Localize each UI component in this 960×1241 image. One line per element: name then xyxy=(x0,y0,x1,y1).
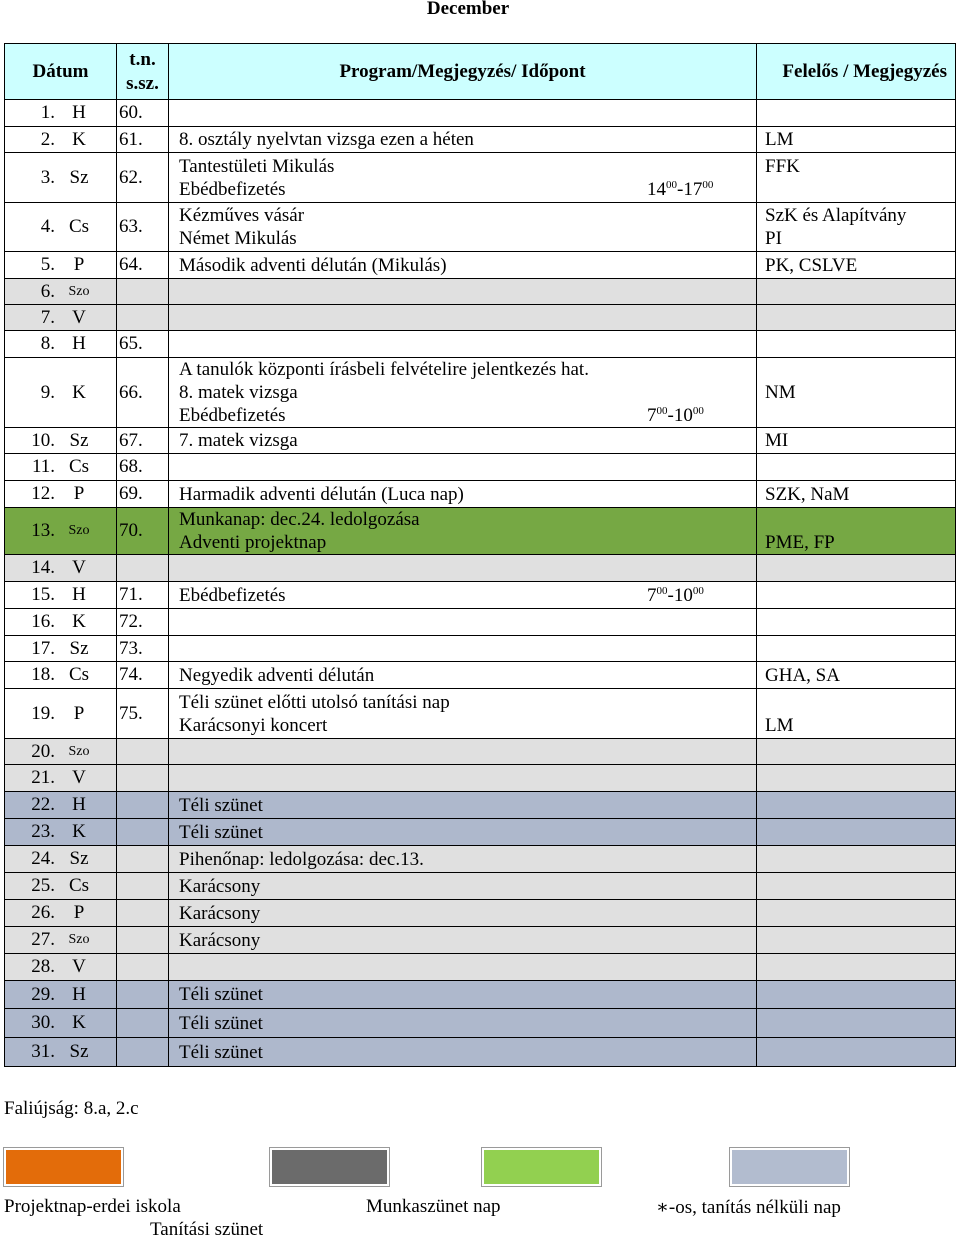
day-number: 24. xyxy=(31,848,55,869)
responsible-cell: NM xyxy=(757,358,956,428)
day-number: 6. xyxy=(40,280,55,302)
day-number: 4. xyxy=(40,216,55,237)
date-cell xyxy=(5,739,117,765)
lesson-number xyxy=(117,873,169,900)
legend-label-school-break: Tanítási szünet xyxy=(150,1219,264,1240)
lesson-number: 75. xyxy=(117,689,169,739)
date-cell xyxy=(5,900,117,927)
responsible-cell: FFK xyxy=(757,153,956,203)
day-number: 22. xyxy=(31,794,55,815)
program-cell xyxy=(169,981,757,1009)
responsible-cell xyxy=(757,582,956,609)
responsible-cell xyxy=(757,792,956,819)
lesson-number xyxy=(117,1038,169,1067)
day-number: 28. xyxy=(31,956,55,977)
program-line: 7. matek vizsga xyxy=(179,430,298,451)
responsible-cell xyxy=(757,100,956,127)
lesson-number: 68. xyxy=(117,454,169,481)
program-cell xyxy=(169,508,757,555)
program-line: Negyedik adventi délután xyxy=(179,664,375,686)
lesson-number xyxy=(117,927,169,954)
responsible-cell xyxy=(757,636,956,662)
responsible-cell xyxy=(757,819,956,846)
date-cell xyxy=(5,153,117,203)
date-cell xyxy=(5,428,117,454)
date-cell xyxy=(5,508,117,555)
date-cell xyxy=(5,279,117,305)
weekday: P xyxy=(73,902,85,923)
responsible-cell xyxy=(757,900,956,927)
date-cell xyxy=(5,873,117,900)
lesson-number xyxy=(117,900,169,927)
responsible-cell xyxy=(757,981,956,1009)
lesson-number xyxy=(117,819,169,846)
table-row xyxy=(5,927,956,954)
responsible-cell xyxy=(757,305,956,331)
program-cell xyxy=(169,1009,757,1038)
program-line: Ebédbefizetés $7^{00}-10^{00}$ xyxy=(179,405,704,426)
program-line: Tantestületi Mikulás xyxy=(179,155,335,177)
date-cell xyxy=(5,555,117,582)
table-row xyxy=(5,765,956,792)
table-row xyxy=(5,739,956,765)
program-cell xyxy=(169,689,757,739)
day-number: 31. xyxy=(31,1041,55,1062)
program-line: Téli szünet xyxy=(179,984,263,1005)
day-number: 14. xyxy=(31,557,55,578)
program-line: Karácsony xyxy=(179,929,261,951)
date-cell xyxy=(5,765,117,792)
day-number: 30. xyxy=(31,1012,55,1033)
lesson-number xyxy=(117,954,169,981)
responsible-cell xyxy=(757,1009,956,1038)
weekday: H xyxy=(72,794,86,815)
lesson-number: 65. xyxy=(117,331,169,358)
weekday: Szo xyxy=(68,932,90,947)
lesson-number: 63. xyxy=(117,203,169,252)
weekday: K xyxy=(72,381,86,403)
program-line: Harmadik adventi délután (Luca nap) xyxy=(179,483,464,505)
lesson-number: 71. xyxy=(117,582,169,609)
table-row xyxy=(5,331,956,358)
lesson-number xyxy=(117,765,169,792)
weekday: Cs xyxy=(68,875,90,896)
table-row xyxy=(5,792,956,819)
weekday: P xyxy=(73,702,85,724)
day-number: 27. xyxy=(31,929,55,950)
program-cell xyxy=(169,428,757,454)
responsible-cell: GHA, SA xyxy=(757,662,956,689)
weekday: H xyxy=(72,102,86,123)
program-line: Munkanap: dec.24. ledolgozása xyxy=(179,509,420,530)
date-cell xyxy=(5,662,117,689)
responsible-cell xyxy=(757,555,956,582)
day-number: 19. xyxy=(31,702,55,724)
day-number: 11. xyxy=(31,456,55,477)
legend-label-holiday: Munkaszünet nap xyxy=(366,1196,501,1217)
responsible-cell: PME, FP xyxy=(757,508,956,555)
weekday: K xyxy=(72,821,86,842)
responsible-cell xyxy=(757,954,956,981)
lesson-number xyxy=(117,846,169,873)
responsible-cell xyxy=(757,873,956,900)
weekday: V xyxy=(72,956,86,977)
program-cell xyxy=(169,153,757,203)
date-cell xyxy=(5,481,117,508)
responsible-cell xyxy=(757,927,956,954)
program-cell xyxy=(169,819,757,846)
lesson-number: 69. xyxy=(117,481,169,508)
time-range: $14^{00}-17^{00}$ xyxy=(647,178,714,200)
weekday: Sz xyxy=(69,637,89,659)
program-cell xyxy=(169,900,757,927)
header-program: Program/Megjegyzés/ Időpont xyxy=(169,44,757,100)
weekday: P xyxy=(73,483,85,504)
day-number: 10. xyxy=(31,429,55,451)
weekday: H xyxy=(72,333,86,354)
table-row xyxy=(5,305,956,331)
legend-swatch-blue xyxy=(730,1148,849,1186)
table-row xyxy=(5,508,956,555)
table-row xyxy=(5,252,956,279)
notice-board-note: Faliújság: 8.a, 2.c xyxy=(4,1098,139,1119)
program-line: Téli szünet xyxy=(179,821,263,843)
date-cell xyxy=(5,954,117,981)
weekday: K xyxy=(72,611,86,632)
program-line: Karácsony xyxy=(179,875,261,897)
table-row xyxy=(5,127,956,153)
program-cell xyxy=(169,954,757,981)
program-cell xyxy=(169,636,757,662)
lesson-number: 66. xyxy=(117,358,169,428)
page-title: December xyxy=(426,0,510,19)
responsible-cell: LM xyxy=(757,689,956,739)
weekday: Szo xyxy=(68,283,90,299)
table-row xyxy=(5,582,956,609)
table-row xyxy=(5,954,956,981)
program-cell xyxy=(169,203,757,252)
program-cell xyxy=(169,127,757,153)
program-line: Téli szünet xyxy=(179,794,263,816)
program-cell xyxy=(169,765,757,792)
responsible-cell xyxy=(757,739,956,765)
responsible-cell: MI xyxy=(757,428,956,454)
lesson-number xyxy=(117,1009,169,1038)
day-number: 29. xyxy=(31,983,55,1005)
header-date: Dátum xyxy=(5,44,117,100)
day-number: 7. xyxy=(40,306,55,328)
date-cell xyxy=(5,454,117,481)
responsible-cell: LM xyxy=(757,127,956,153)
program-cell xyxy=(169,582,757,609)
weekday: Szo xyxy=(68,743,90,759)
responsible-cell: SZK, NaM xyxy=(757,481,956,508)
program-line: Kézműves vásár xyxy=(179,205,305,226)
day-number: 20. xyxy=(31,740,55,762)
program-cell xyxy=(169,331,757,358)
program-cell xyxy=(169,481,757,508)
lesson-number xyxy=(117,981,169,1009)
table-row xyxy=(5,981,956,1009)
date-cell xyxy=(5,689,117,739)
date-cell xyxy=(5,792,117,819)
date-cell xyxy=(5,1038,117,1067)
time-range: $7^{00}-10^{00}$ xyxy=(647,584,704,606)
weekday: Sz xyxy=(69,429,89,451)
day-number: 23. xyxy=(31,821,55,842)
day-number: 18. xyxy=(31,664,55,685)
table-row xyxy=(5,609,956,636)
weekday: H xyxy=(72,584,86,605)
program-line: Téli szünet előtti utolsó tanítási nap xyxy=(179,691,450,713)
program-line: 8. matek vizsga xyxy=(179,382,298,403)
table-row xyxy=(5,279,956,305)
legend-swatch-orange xyxy=(4,1148,123,1186)
table-row xyxy=(5,662,956,689)
date-cell xyxy=(5,203,117,252)
program-line: 8. osztály nyelvtan vizsga ezen a héten xyxy=(179,129,474,150)
header-responsible: Felelős / Megjegyzés xyxy=(757,44,956,100)
lesson-number: 62. xyxy=(117,153,169,203)
date-cell xyxy=(5,846,117,873)
weekday: Sz xyxy=(69,1041,89,1062)
day-number: 25. xyxy=(31,875,55,896)
weekday: V xyxy=(72,557,86,578)
legend-swatch-green xyxy=(482,1148,601,1186)
time-range: $7^{00}-10^{00}$ xyxy=(647,405,704,426)
program-cell xyxy=(169,305,757,331)
day-number: 16. xyxy=(31,611,55,632)
table-row xyxy=(5,358,956,428)
day-number: 15. xyxy=(31,584,55,605)
responsible-cell xyxy=(757,331,956,358)
day-number: 9. xyxy=(40,381,55,403)
program-line: A tanulók központi írásbeli felvételire jelentkezés hat. xyxy=(179,359,589,380)
legend-label-project-day: Projektnap-erdei iskola xyxy=(4,1196,181,1217)
legend-label-no-teaching: ∗-os, tanítás nélküli nap xyxy=(656,1197,841,1218)
program-line: Ebédbefizetés $7^{00}-10^{00}$ xyxy=(179,584,704,606)
weekday: Szo xyxy=(68,523,90,538)
table-row xyxy=(5,846,956,873)
program-cell xyxy=(169,739,757,765)
table-row xyxy=(5,636,956,662)
date-cell xyxy=(5,981,117,1009)
responsible-cell: SzK és Alapítvány PI xyxy=(757,203,956,252)
weekday: Cs xyxy=(68,664,90,685)
day-number: 1. xyxy=(40,102,55,123)
program-line: Német Mikulás xyxy=(179,228,297,249)
program-cell xyxy=(169,662,757,689)
table-row xyxy=(5,153,956,203)
program-line: Téli szünet xyxy=(179,1012,263,1034)
responsible-cell xyxy=(757,279,956,305)
responsible-cell xyxy=(757,846,956,873)
weekday: Sz xyxy=(69,166,89,188)
weekday: K xyxy=(72,1012,86,1033)
responsible-cell xyxy=(757,765,956,792)
weekday: H xyxy=(72,983,86,1005)
weekday: V xyxy=(72,306,86,328)
weekday: P xyxy=(73,254,85,275)
table-row xyxy=(5,454,956,481)
date-cell xyxy=(5,819,117,846)
lesson-number: 70. xyxy=(117,508,169,555)
table-row xyxy=(5,689,956,739)
legend-swatch-darkgray xyxy=(270,1148,389,1186)
day-number: 13. xyxy=(31,520,55,541)
table-row xyxy=(5,203,956,252)
lesson-number xyxy=(117,792,169,819)
program-cell xyxy=(169,1038,757,1067)
program-cell xyxy=(169,609,757,636)
day-number: 12. xyxy=(31,483,55,504)
table-row xyxy=(5,428,956,454)
header-lesson-number: t.n. s.sz. xyxy=(117,44,169,100)
table-row xyxy=(5,819,956,846)
program-cell xyxy=(169,792,757,819)
program-cell xyxy=(169,279,757,305)
date-cell xyxy=(5,127,117,153)
program-cell xyxy=(169,454,757,481)
lesson-number: 60. xyxy=(117,100,169,127)
day-number: 8. xyxy=(40,333,55,354)
date-cell xyxy=(5,927,117,954)
lesson-number: 67. xyxy=(117,428,169,454)
calendar-table xyxy=(4,43,956,1067)
program-line: Pihenőnap: ledolgozása: dec.13. xyxy=(179,848,424,870)
program-line: Karácsony xyxy=(179,902,261,924)
calendar-body xyxy=(5,100,956,1067)
weekday: Cs xyxy=(68,216,90,237)
weekday: Cs xyxy=(68,456,90,477)
responsible-cell: PK, CSLVE xyxy=(757,252,956,279)
program-line: Karácsonyi koncert xyxy=(179,714,328,736)
responsible-cell xyxy=(757,454,956,481)
program-cell xyxy=(169,927,757,954)
lesson-number xyxy=(117,279,169,305)
weekday: V xyxy=(72,767,86,788)
program-line: Második adventi délután (Mikulás) xyxy=(179,254,447,276)
date-cell xyxy=(5,636,117,662)
program-cell xyxy=(169,846,757,873)
day-number: 2. xyxy=(40,128,55,150)
table-row xyxy=(5,1038,956,1067)
table-row xyxy=(5,555,956,582)
weekday: Sz xyxy=(69,848,89,869)
day-number: 21. xyxy=(31,767,55,788)
table-row xyxy=(5,1009,956,1038)
day-number: 17. xyxy=(31,637,55,659)
program-cell xyxy=(169,100,757,127)
day-number: 5. xyxy=(40,254,55,275)
lesson-number: 73. xyxy=(117,636,169,662)
date-cell xyxy=(5,305,117,331)
program-line: Téli szünet xyxy=(179,1041,263,1063)
table-row xyxy=(5,900,956,927)
date-cell xyxy=(5,100,117,127)
lesson-number: 74. xyxy=(117,662,169,689)
date-cell xyxy=(5,582,117,609)
lesson-number: 64. xyxy=(117,252,169,279)
date-cell xyxy=(5,331,117,358)
responsible-cell xyxy=(757,609,956,636)
date-cell xyxy=(5,1009,117,1038)
date-cell xyxy=(5,609,117,636)
lesson-number: 72. xyxy=(117,609,169,636)
lesson-number xyxy=(117,739,169,765)
lesson-number xyxy=(117,305,169,331)
weekday: K xyxy=(72,128,86,150)
table-row xyxy=(5,481,956,508)
lesson-number xyxy=(117,555,169,582)
table-row xyxy=(5,100,956,127)
date-cell xyxy=(5,358,117,428)
program-line: Adventi projektnap xyxy=(179,532,327,553)
program-cell xyxy=(169,358,757,428)
table-row xyxy=(5,873,956,900)
program-cell xyxy=(169,252,757,279)
program-line: Ebédbefizetés $14^{00}-17^{00}$ xyxy=(179,178,714,200)
responsible-cell xyxy=(757,1038,956,1067)
program-cell xyxy=(169,555,757,582)
program-cell xyxy=(169,873,757,900)
day-number: 26. xyxy=(31,902,55,923)
lesson-number: 61. xyxy=(117,127,169,153)
date-cell xyxy=(5,252,117,279)
day-number: 3. xyxy=(40,166,55,188)
